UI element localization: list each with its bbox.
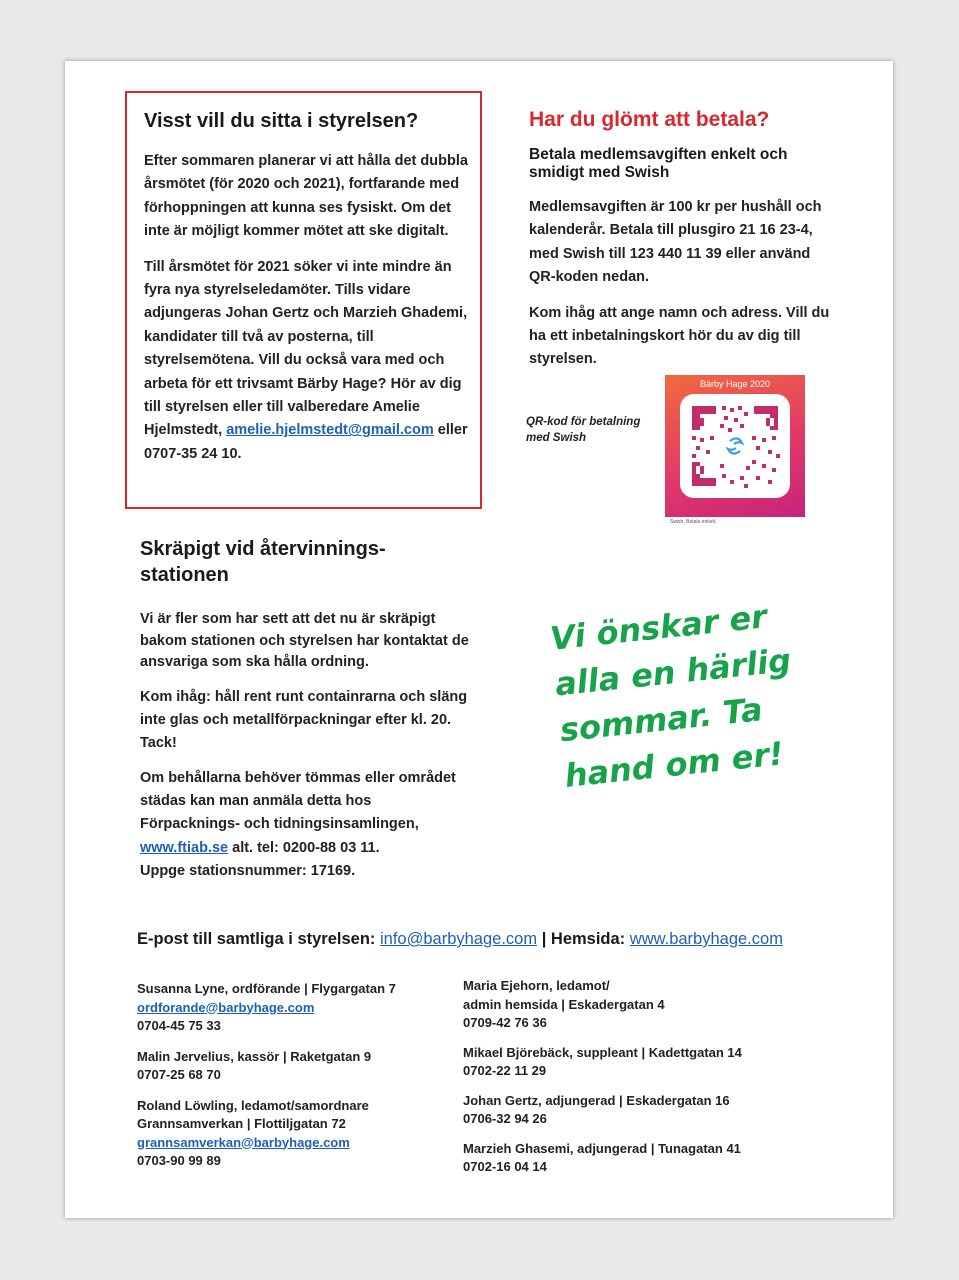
contact-email-link[interactable]: grannsamverkan@barbyhage.com <box>137 1134 350 1150</box>
contact-address: admin hemsida | Eskadergatan 4 <box>463 996 665 1012</box>
website-label: Hemsida: <box>550 930 626 948</box>
contact-name: Mikael Björebäck, suppleant | Kadettgatan 14 <box>463 1044 742 1060</box>
qr-caption-line: med Swish <box>526 432 587 444</box>
ftiab-phone: alt. tel: 0200-88 03 11. <box>232 839 380 856</box>
qr-card-label: Bärby Hage 2020 <box>699 379 771 389</box>
payment-paragraph: Medlemsavgiften är 100 kr per hushåll och kalenderår. Betala till plusgiro 21 16 23-4, med Swish till 123 440 11 39 eller använd QR-koden nedan. <box>529 199 822 286</box>
website-link[interactable]: www.barbyhage.com <box>629 930 783 948</box>
recycling-paragraph: Kom ihåg: håll rent runt containrarna och släng inte glas och metallförpackningar efter kl. 20. Tack! <box>140 688 468 751</box>
contact-entry <box>463 1092 793 1129</box>
summer-greeting <box>548 589 826 799</box>
contact-entry <box>463 977 793 1033</box>
recycling-paragraph <box>140 767 470 884</box>
contact-entry <box>137 1048 437 1085</box>
contact-name: Marzieh Ghasemi, adjungerad | Tunagatan 41 <box>463 1140 741 1156</box>
contact-name: Johan Gertz, adjungerad | Eskadergatan 16 <box>463 1092 730 1108</box>
recycling-paragraph: Vi är fler som har sett att det nu är skräpigt bakom stationen och styrelsen har kontaktat de ansvariga som ska hålla ordning. <box>140 611 469 670</box>
board-box-paragraph: Efter sommaren planerar vi att hålla det dubbla årsmötet (för 2020 och 2021), fortfarande med förhoppningen att kunna ses fysiskt. Om det inte är möjligt kommer mötet att ske digitalt. <box>144 153 468 240</box>
greeting-line: alla en härlig <box>553 640 793 704</box>
contact-name: Roland Löwling, ledamot/samordnare <box>137 1097 369 1113</box>
contact-name: Maria Ejehorn, ledamot/ <box>463 978 610 993</box>
valberedare-email-link[interactable]: amelie.hjelmstedt@gmail.com <box>226 422 434 439</box>
board-email-link[interactable]: info@barbyhage.com <box>380 930 538 948</box>
contact-name: Susanna Lyne, ordförande | Flygargatan 7 <box>137 981 396 996</box>
contact-name: Malin Jervelius, kassör | Raketgatan 9 <box>137 1048 372 1064</box>
contact-entry <box>137 980 437 1036</box>
recycling-title: Skräpigt vid återvinnings-stationen <box>140 538 386 586</box>
contacts-right <box>463 977 793 1177</box>
board-box-paragraph <box>144 256 470 467</box>
separator: | <box>541 930 547 948</box>
payment-title: Har du glömt att betala? <box>529 108 770 131</box>
contact-phone: 0702-16 04 14 <box>463 1159 547 1174</box>
contact-entry <box>137 1097 437 1171</box>
greeting-line: sommar. Ta <box>558 690 765 750</box>
valberedare-phone: eller 0707-35 24 10. <box>144 422 468 462</box>
contact-phone: 0706-32 94 26 <box>463 1111 547 1126</box>
contact-address: Grannsamverkan | Flottiljgatan 72 <box>137 1116 346 1131</box>
recycling-text <box>140 609 470 896</box>
contact-phone: 0709-42 76 36 <box>463 1015 547 1030</box>
board-box-paragraph-text: Till årsmötet för 2021 söker vi inte mindre än fyra nya styrelseledamöter. Tills vidare adjungeras Johan Gertz och Marzieh Ghademi, kandidater till två av posterna, till styrelsemötena. Vill du också vara med och arbeta för ett trivsamt Bärby Hage? Hör av dig till styrelsen eller till valberedare Amelie Hjelmstedt, <box>144 258 468 439</box>
contact-phone: 0707-25 68 70 <box>137 1067 221 1082</box>
payment-subtitle: Betala medlemsavgiften enkelt och smidigt med Swish <box>529 146 788 181</box>
recycling-paragraph-text: Om behållarna behöver tömmas eller området städas kan man anmäla detta hos Förpacknings- och tidningsinsamlingen, <box>140 769 456 833</box>
contact-entry <box>463 1044 793 1081</box>
payment-text <box>529 196 834 384</box>
qr-code-icon <box>680 394 790 498</box>
contact-entry <box>463 1140 793 1177</box>
contact-phone: 0702-22 11 29 <box>463 1063 547 1078</box>
qr-caption <box>526 414 640 446</box>
contacts-left <box>137 980 437 1171</box>
board-box-title: Visst vill du sitta i styrelsen? <box>144 110 419 132</box>
ftiab-link[interactable]: www.ftiab.se <box>140 839 229 856</box>
board-email-label: E-post till samtliga i styrelsen: <box>137 930 376 948</box>
qr-footer-text: Swish. Betala enkelt. <box>670 519 717 525</box>
contact-phone: 0703-90 99 89 <box>137 1153 221 1168</box>
contact-phone: 0704-45 75 33 <box>137 1018 221 1033</box>
greeting-line: hand om er! <box>562 734 786 796</box>
contact-email-link[interactable]: ordforande@barbyhage.com <box>137 999 315 1015</box>
station-number: Uppge stationsnummer: 17169. <box>140 863 356 880</box>
board-box-text <box>144 150 470 478</box>
payment-paragraph: Kom ihåg att ange namn och adress. Vill du ha ett inbetalningskort hör du av dig till styrelsen. <box>529 304 830 368</box>
qr-code-background <box>680 394 790 498</box>
board-email-line <box>137 930 783 949</box>
qr-caption-line: QR-kod för betalning <box>526 416 641 428</box>
greeting-line: Vi önskar er <box>548 597 769 658</box>
swish-qr-card[interactable] <box>665 375 805 517</box>
